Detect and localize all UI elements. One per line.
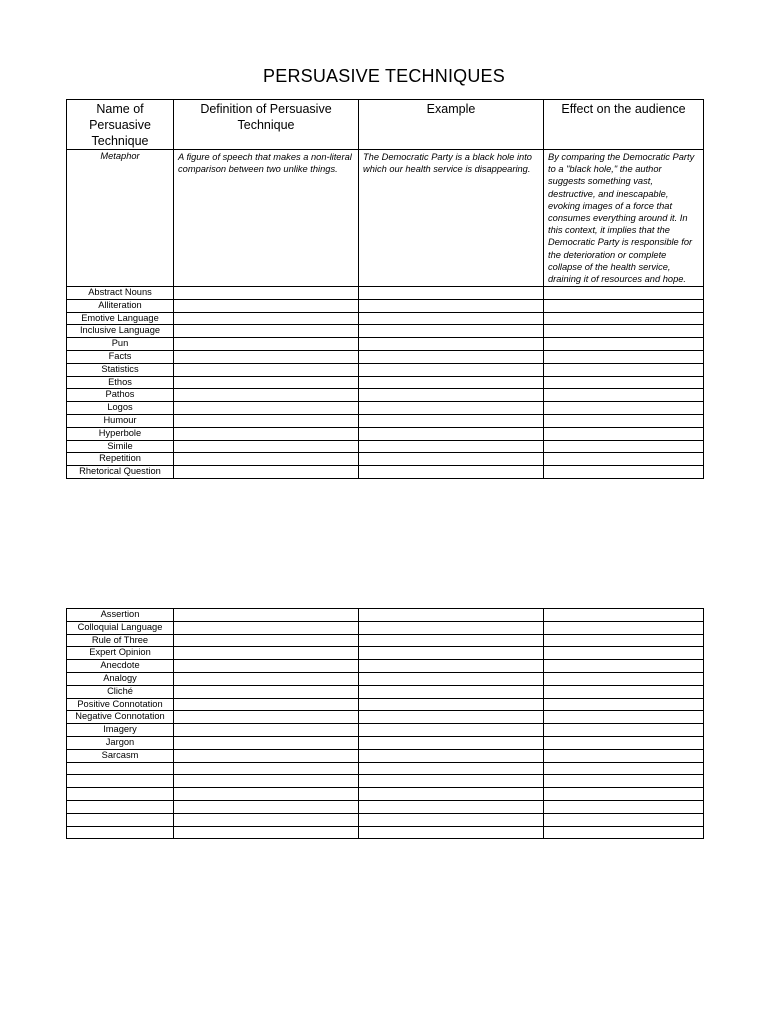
effect-cell[interactable] [544, 788, 704, 801]
table-row [67, 453, 704, 466]
technique-name-cell[interactable]: Logos [67, 402, 174, 415]
table-row [67, 762, 704, 775]
example-cell[interactable] [359, 453, 544, 466]
example-cell[interactable] [359, 749, 544, 762]
technique-name-cell[interactable] [67, 826, 174, 839]
table-row [67, 427, 704, 440]
effect-cell[interactable] [544, 660, 704, 673]
table-row [67, 736, 704, 749]
definition-cell[interactable] [174, 466, 359, 479]
example-cell[interactable] [359, 647, 544, 660]
table-row [67, 440, 704, 453]
header-row [67, 100, 704, 150]
definition-cell[interactable] [174, 775, 359, 788]
effect-cell[interactable] [544, 800, 704, 813]
definition-cell[interactable] [174, 736, 359, 749]
header-effect: Effect on the audience [544, 100, 704, 150]
technique-name-cell[interactable]: Emotive Language [67, 312, 174, 325]
header-example: Example [359, 100, 544, 150]
definition-cell[interactable]: A figure of speech that makes a non-literal comparison between two unlike things. [174, 150, 359, 287]
definition-cell[interactable] [174, 376, 359, 389]
table-row [67, 826, 704, 839]
technique-name-cell[interactable] [67, 813, 174, 826]
effect-cell[interactable] [544, 414, 704, 427]
definition-cell[interactable] [174, 788, 359, 801]
table-row [67, 660, 704, 673]
effect-cell[interactable] [544, 647, 704, 660]
technique-name-cell[interactable]: Alliteration [67, 299, 174, 312]
example-cell[interactable] [359, 389, 544, 402]
effect-cell[interactable] [544, 325, 704, 338]
definition-cell[interactable] [174, 660, 359, 673]
effect-cell[interactable] [544, 453, 704, 466]
example-cell[interactable] [359, 724, 544, 737]
definition-cell[interactable] [174, 338, 359, 351]
techniques-table-2 [66, 608, 704, 839]
definition-cell[interactable] [174, 800, 359, 813]
table-row [67, 299, 704, 312]
effect-cell[interactable] [544, 376, 704, 389]
example-cell[interactable] [359, 466, 544, 479]
effect-cell[interactable] [544, 826, 704, 839]
technique-name-cell[interactable]: Jargon [67, 736, 174, 749]
definition-cell[interactable] [174, 440, 359, 453]
header-name: Name of Persuasive Technique [67, 100, 174, 150]
definition-cell[interactable] [174, 609, 359, 622]
definition-cell[interactable] [174, 325, 359, 338]
technique-name-cell[interactable]: Negative Connotation [67, 711, 174, 724]
example-cell[interactable] [359, 698, 544, 711]
example-cell[interactable] [359, 775, 544, 788]
definition-cell[interactable] [174, 621, 359, 634]
definition-cell[interactable] [174, 389, 359, 402]
definition-cell[interactable] [174, 762, 359, 775]
definition-cell[interactable] [174, 414, 359, 427]
table-row [67, 672, 704, 685]
technique-name-cell[interactable]: Positive Connotation [67, 698, 174, 711]
effect-cell[interactable] [544, 299, 704, 312]
effect-cell[interactable] [544, 440, 704, 453]
effect-cell[interactable] [544, 749, 704, 762]
table-row [67, 376, 704, 389]
technique-name-cell[interactable]: Pun [67, 338, 174, 351]
example-cell[interactable] [359, 325, 544, 338]
table-row [67, 647, 704, 660]
example-cell[interactable] [359, 338, 544, 351]
example-cell[interactable] [359, 402, 544, 415]
table-row [67, 287, 704, 300]
definition-cell[interactable] [174, 350, 359, 363]
effect-cell[interactable] [544, 762, 704, 775]
example-cell[interactable] [359, 363, 544, 376]
table-row [67, 414, 704, 427]
effect-cell[interactable] [544, 287, 704, 300]
table-row [67, 389, 704, 402]
table-row [67, 363, 704, 376]
techniques-table-1 [66, 99, 704, 479]
definition-cell[interactable] [174, 402, 359, 415]
definition-cell[interactable] [174, 312, 359, 325]
technique-name-cell[interactable]: Colloquial Language [67, 621, 174, 634]
technique-name-cell[interactable]: Humour [67, 414, 174, 427]
definition-cell[interactable] [174, 711, 359, 724]
table-row [67, 711, 704, 724]
technique-name-cell[interactable]: Facts [67, 350, 174, 363]
definition-cell[interactable] [174, 634, 359, 647]
table-row [67, 325, 704, 338]
example-cell[interactable] [359, 813, 544, 826]
table-row [67, 800, 704, 813]
effect-cell[interactable] [544, 672, 704, 685]
technique-name-cell[interactable] [67, 788, 174, 801]
table-row [67, 621, 704, 634]
definition-cell[interactable] [174, 427, 359, 440]
technique-name-cell[interactable]: Expert Opinion [67, 647, 174, 660]
effect-cell[interactable] [544, 338, 704, 351]
example-cell[interactable] [359, 427, 544, 440]
example-cell[interactable] [359, 350, 544, 363]
definition-cell[interactable] [174, 647, 359, 660]
effect-cell[interactable] [544, 427, 704, 440]
effect-cell[interactable] [544, 775, 704, 788]
effect-cell[interactable] [544, 736, 704, 749]
table-row [67, 698, 704, 711]
technique-name-cell[interactable]: Cliché [67, 685, 174, 698]
definition-cell[interactable] [174, 826, 359, 839]
page-title: PERSUASIVE TECHNIQUES [263, 66, 505, 86]
example-cell[interactable] [359, 788, 544, 801]
technique-name-cell[interactable] [67, 762, 174, 775]
effect-cell[interactable] [544, 813, 704, 826]
technique-name-cell[interactable]: Imagery [67, 724, 174, 737]
technique-name-cell[interactable]: Pathos [67, 389, 174, 402]
technique-name-cell[interactable]: Metaphor [67, 150, 174, 287]
example-cell[interactable] [359, 800, 544, 813]
example-cell[interactable] [359, 299, 544, 312]
effect-cell[interactable] [544, 711, 704, 724]
example-cell[interactable] [359, 672, 544, 685]
definition-cell[interactable] [174, 724, 359, 737]
definition-cell[interactable] [174, 813, 359, 826]
table-row [67, 775, 704, 788]
definition-cell[interactable] [174, 685, 359, 698]
technique-name-cell[interactable]: Simile [67, 440, 174, 453]
definition-cell[interactable] [174, 287, 359, 300]
technique-name-cell[interactable]: Assertion [67, 609, 174, 622]
example-cell[interactable] [359, 736, 544, 749]
example-cell[interactable]: The Democratic Party is a black hole into which our health service is disappearing. [359, 150, 544, 287]
table-row [67, 788, 704, 801]
effect-cell[interactable] [544, 685, 704, 698]
table-row [67, 634, 704, 647]
effect-cell[interactable] [544, 466, 704, 479]
example-cell[interactable] [359, 440, 544, 453]
technique-name-cell[interactable] [67, 775, 174, 788]
table-row [67, 724, 704, 737]
example-cell[interactable] [359, 826, 544, 839]
technique-name-cell[interactable]: Ethos [67, 376, 174, 389]
technique-name-cell[interactable]: Sarcasm [67, 749, 174, 762]
example-cell[interactable] [359, 621, 544, 634]
table-row [67, 350, 704, 363]
example-cell[interactable] [359, 685, 544, 698]
technique-name-cell[interactable]: Analogy [67, 672, 174, 685]
effect-cell[interactable] [544, 312, 704, 325]
technique-name-cell[interactable]: Hyperbole [67, 427, 174, 440]
effect-cell[interactable] [544, 350, 704, 363]
effect-cell[interactable] [544, 402, 704, 415]
definition-cell[interactable] [174, 672, 359, 685]
effect-cell[interactable] [544, 724, 704, 737]
table-row [67, 402, 704, 415]
table-row [67, 813, 704, 826]
table-row [67, 466, 704, 479]
table-row [67, 609, 704, 622]
example-cell[interactable] [359, 762, 544, 775]
effect-cell[interactable] [544, 698, 704, 711]
definition-cell[interactable] [174, 698, 359, 711]
example-cell[interactable] [359, 711, 544, 724]
definition-cell[interactable] [174, 299, 359, 312]
effect-cell[interactable] [544, 634, 704, 647]
table-row [67, 338, 704, 351]
effect-cell[interactable] [544, 389, 704, 402]
effect-cell[interactable] [544, 363, 704, 376]
effect-cell[interactable] [544, 621, 704, 634]
table-row [67, 312, 704, 325]
example-cell[interactable] [359, 414, 544, 427]
technique-name-cell[interactable]: Rule of Three [67, 634, 174, 647]
technique-name-cell[interactable]: Repetition [67, 453, 174, 466]
table-row [67, 749, 704, 762]
example-row [67, 150, 704, 287]
example-cell[interactable] [359, 660, 544, 673]
table-row [67, 685, 704, 698]
technique-name-cell[interactable]: Statistics [67, 363, 174, 376]
technique-name-cell[interactable]: Anecdote [67, 660, 174, 673]
effect-cell[interactable]: By comparing the Democratic Party to a "black hole," the author suggests something vast, destructive, and inescapable, evoking images of a force that consumes everything around it. In this context, it implies that the Democratic Party is responsible for the deterioration or complete collapse of the health service, draining it of resources and hope. [544, 150, 704, 287]
example-cell[interactable] [359, 287, 544, 300]
definition-cell[interactable] [174, 453, 359, 466]
definition-cell[interactable] [174, 363, 359, 376]
example-cell[interactable] [359, 376, 544, 389]
technique-name-cell[interactable] [67, 800, 174, 813]
example-cell[interactable] [359, 634, 544, 647]
definition-cell[interactable] [174, 749, 359, 762]
example-cell[interactable] [359, 609, 544, 622]
technique-name-cell[interactable]: Inclusive Language [67, 325, 174, 338]
example-cell[interactable] [359, 312, 544, 325]
effect-cell[interactable] [544, 609, 704, 622]
header-definition: Definition of Persuasive Technique [174, 100, 359, 150]
technique-name-cell[interactable]: Rhetorical Question [67, 466, 174, 479]
technique-name-cell[interactable]: Abstract Nouns [67, 287, 174, 300]
